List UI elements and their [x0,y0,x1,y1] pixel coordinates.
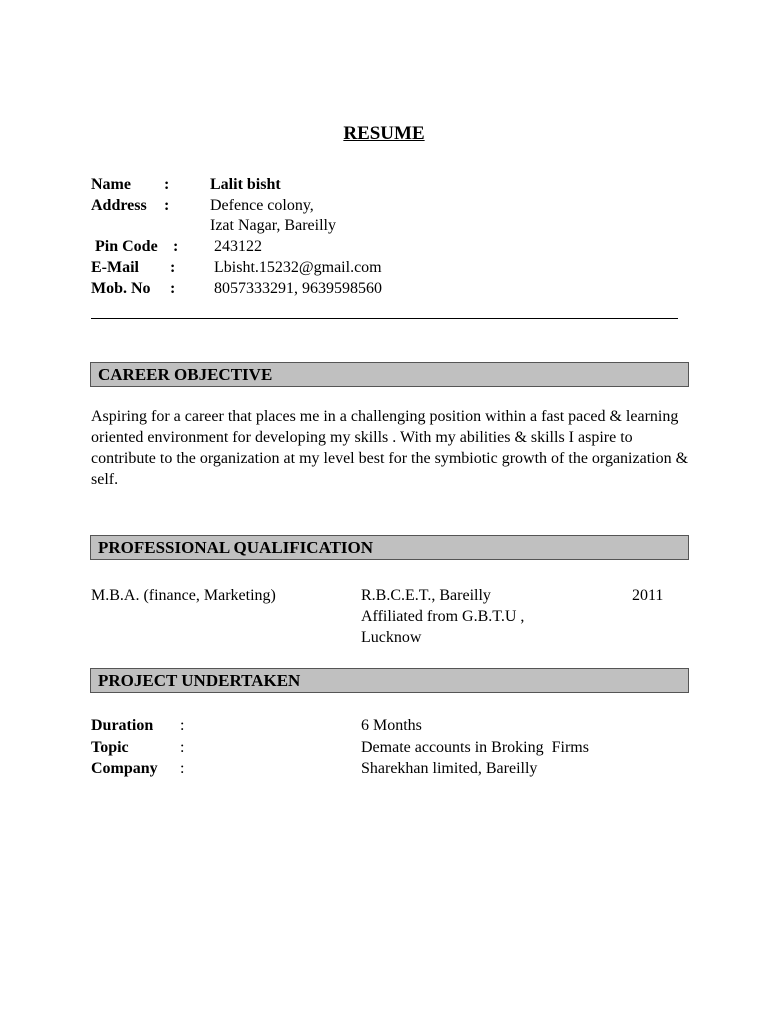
resume-title: RESUME [343,123,425,144]
horizontal-divider [91,318,678,319]
pin-code-label: Pin Code [95,238,158,255]
company-value: Sharekhan limited, Bareilly [361,760,538,777]
email-value: Lbisht.15232@gmail.com [214,259,382,276]
topic-separator: : [180,739,185,756]
name-value: Lalit bisht [210,176,281,193]
duration-value: 6 Months [361,717,422,734]
company-separator: : [180,760,185,777]
institute-line2: Affiliated from G.B.T.U , [361,608,525,625]
address-line2: Izat Nagar, Bareilly [210,217,336,234]
mobile-value: 8057333291, 9639598560 [214,280,382,297]
project-undertaken-header [90,668,689,693]
company-label: Company [91,760,158,777]
professional-qualification-header [90,535,689,560]
email-separator: : [170,259,176,276]
career-objective-header [90,362,689,387]
institute-line3: Lucknow [361,629,422,646]
project-undertaken-heading: PROJECT UNDERTAKEN [98,671,301,690]
institute-line1: R.B.C.E.T., Bareilly [361,587,491,604]
professional-qualification-heading: PROFESSIONAL QUALIFICATION [98,538,374,557]
career-objective-text: Aspiring for a career that places me in a challenging position within a fast paced & learning oriented environment for developing my skills . With my abilities & skills I aspire to contribute to the organization at my level best for the symbiotic growth of the organization & self. [91,408,689,488]
pin-code-separator: : [173,238,179,255]
address-line1: Defence colony, [210,197,314,214]
duration-label: Duration [91,717,154,734]
pin-code-value: 243122 [214,238,262,255]
career-objective-heading: CAREER OBJECTIVE [98,365,273,384]
topic-value: Demate accounts in Broking Firms [361,739,589,756]
mobile-label: Mob. No [91,280,151,297]
address-separator: : [164,197,170,214]
mobile-separator: : [170,280,176,297]
qualification-year: 2011 [632,587,664,604]
topic-label: Topic [91,739,129,756]
email-label: E-Mail [91,259,139,276]
name-separator: : [164,176,170,193]
name-label: Name [91,176,131,193]
address-label: Address [91,197,147,214]
degree: M.B.A. (finance, Marketing) [91,587,276,604]
duration-separator: : [180,717,185,734]
